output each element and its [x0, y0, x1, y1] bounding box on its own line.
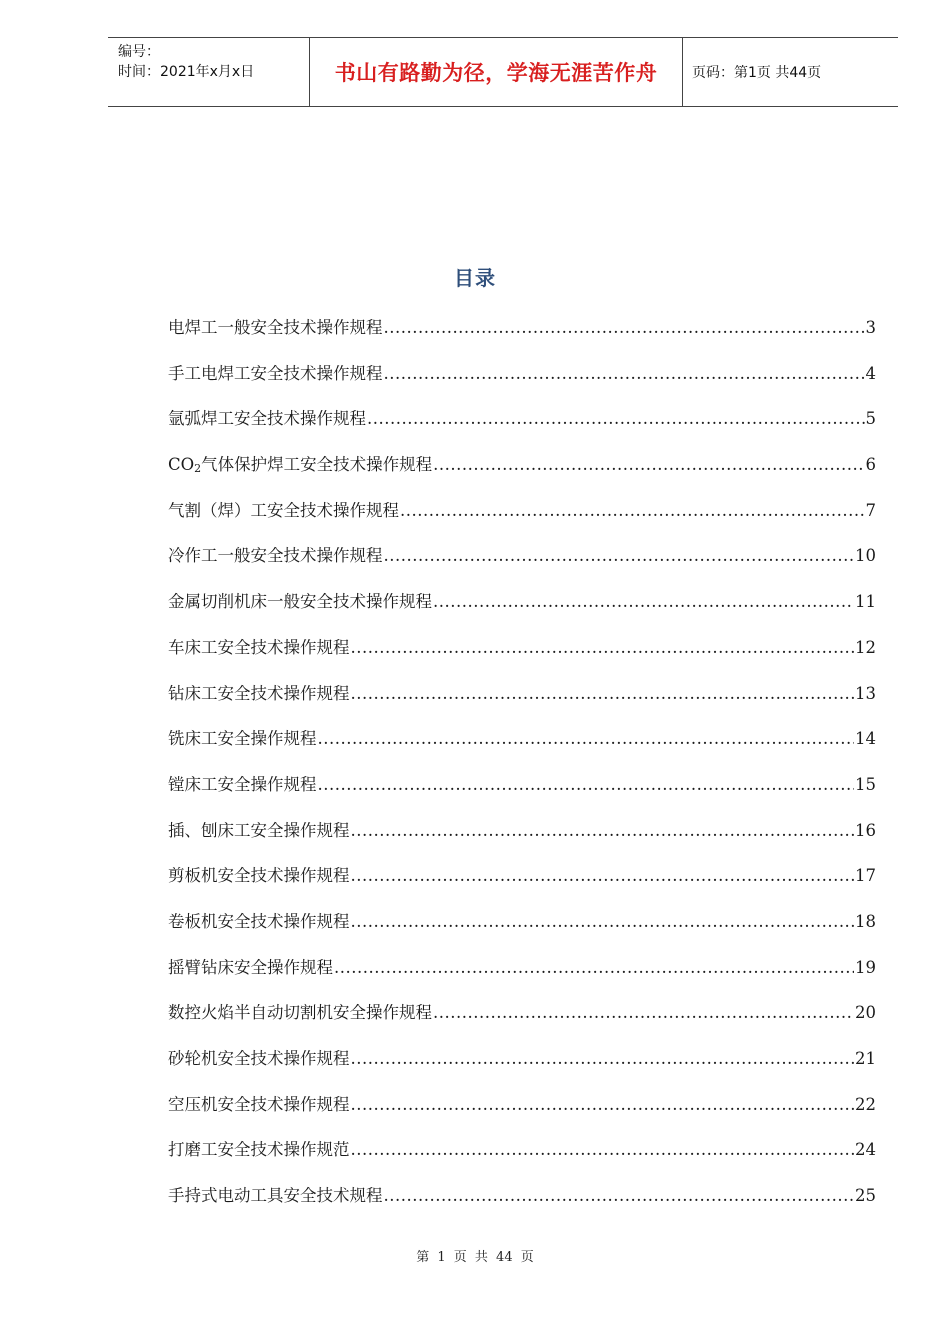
toc-entry-page: 17 [855, 866, 876, 886]
toc-entry-label: 卷板机安全技术操作规程 [168, 911, 350, 931]
header-motto: 书山有路勤为径，学海无涯苦作舟 [309, 38, 683, 106]
toc-entry-label: 手持式电动工具安全技术规程 [168, 1186, 383, 1206]
toc-entry-label: 气割（焊）工安全技术操作规程 [168, 500, 399, 520]
toc-entry[interactable] [168, 817, 876, 863]
toc-dot-leader [400, 501, 865, 520]
toc-dot-leader [351, 866, 855, 885]
toc-entry-label: 空压机安全技术操作规程 [168, 1094, 350, 1114]
toc-dot-leader [351, 1049, 855, 1068]
toc-dot-leader [433, 1003, 854, 1022]
toc-entry-page: 4 [865, 363, 876, 383]
toc-entry-page: 6 [865, 455, 876, 475]
toc-dot-leader [351, 912, 855, 931]
toc-entry[interactable] [168, 999, 876, 1045]
toc-entry[interactable] [168, 1136, 876, 1182]
table-of-contents [168, 314, 876, 1228]
toc-entry-label-prefix: CO [168, 455, 195, 475]
toc-entry-label: 铣床工安全操作规程 [168, 729, 317, 749]
toc-dot-leader [384, 318, 865, 337]
toc-entry-page: 13 [855, 683, 876, 703]
toc-entry-label: 数控火焰半自动切割机安全操作规程 [168, 1003, 432, 1023]
toc-entry-page: 22 [855, 1094, 876, 1114]
toc-entry[interactable] [168, 451, 876, 497]
toc-entry[interactable] [168, 954, 876, 1000]
toc-entry[interactable] [168, 680, 876, 726]
toc-dot-leader [433, 592, 854, 611]
toc-entry[interactable] [168, 1091, 876, 1137]
toc-dot-leader [384, 546, 855, 565]
toc-entry-label: 砂轮机安全技术操作规程 [168, 1049, 350, 1068]
toc-dot-leader [384, 364, 865, 383]
toc-entry-label: 插、刨床工安全操作规程 [168, 820, 350, 840]
toc-dot-leader [351, 1140, 855, 1159]
toc-entry[interactable] [168, 908, 876, 954]
toc-entry-page: 12 [855, 637, 876, 657]
toc-entry-page: 20 [855, 1003, 876, 1023]
toc-entry-page: 16 [855, 820, 876, 840]
toc-entry-page: 25 [855, 1186, 876, 1206]
toc-entry-label: 氩弧焊工安全技术操作规程 [168, 409, 366, 429]
toc-entry[interactable] [168, 1182, 876, 1228]
toc-entry-label: 金属切削机床一般安全技术操作规程 [168, 592, 432, 612]
toc-entry-label [168, 451, 432, 475]
toc-entry-label: 车床工安全技术操作规程 [168, 637, 350, 657]
toc-entry[interactable] [168, 497, 876, 543]
toc-entry-page: 5 [865, 409, 876, 429]
toc-entry-page: 24 [855, 1140, 876, 1160]
toc-entry-page: 19 [855, 957, 876, 977]
toc-entry[interactable] [168, 405, 876, 451]
toc-entry-page: 21 [855, 1049, 876, 1068]
toc-entry[interactable] [168, 634, 876, 680]
toc-entry[interactable] [168, 725, 876, 771]
page-footer: 第 1 页 共 44 页 [416, 1250, 534, 1265]
toc-entry[interactable] [168, 542, 876, 588]
document-code-label: 编号： [118, 44, 160, 60]
page-header [108, 37, 898, 107]
document-time: 时间：2021年x月x日 [118, 64, 255, 80]
toc-entry-page: 11 [855, 592, 876, 612]
toc-entry-label: 钻床工安全技术操作规程 [168, 683, 350, 703]
toc-entry-label: 打磨工安全技术操作规范 [168, 1140, 350, 1160]
toc-dot-leader [351, 638, 855, 657]
toc-entry-page: 7 [865, 500, 876, 520]
toc-dot-leader [384, 1186, 855, 1205]
toc-dot-leader [351, 684, 855, 703]
toc-entry[interactable] [168, 314, 876, 360]
header-page-info: 页码：第1页 共44页 [692, 65, 822, 81]
toc-dot-leader [367, 409, 865, 428]
toc-title: 目录 [454, 266, 496, 290]
toc-entry-page: 14 [855, 729, 876, 749]
toc-entry-label-subscript: 2 [194, 462, 202, 476]
toc-dot-leader [318, 729, 855, 748]
toc-dot-leader [351, 1095, 855, 1114]
toc-dot-leader [433, 455, 864, 474]
toc-entry-page: 10 [855, 546, 876, 566]
toc-entry[interactable] [168, 360, 876, 406]
toc-entry-label-rest: 气体保护焊工安全技术操作规程 [201, 455, 433, 475]
header-meta [108, 38, 309, 106]
toc-dot-leader [318, 775, 855, 794]
toc-entry-page: 18 [855, 911, 876, 931]
toc-entry-label: 剪板机安全技术操作规程 [168, 866, 350, 886]
toc-entry-label: 摇臂钻床安全操作规程 [168, 957, 333, 977]
toc-entry-label: 镗床工安全操作规程 [168, 774, 317, 794]
toc-entry-page: 3 [865, 318, 876, 337]
toc-dot-leader [334, 958, 854, 977]
toc-entry[interactable] [168, 588, 876, 634]
toc-entry[interactable] [168, 771, 876, 817]
toc-dot-leader [351, 821, 855, 840]
toc-entry[interactable] [168, 862, 876, 908]
toc-entry-label: 手工电焊工安全技术操作规程 [168, 363, 383, 383]
toc-entry-page: 15 [855, 774, 876, 794]
toc-entry-label: 冷作工一般安全技术操作规程 [168, 546, 383, 566]
toc-entry-label: 电焊工一般安全技术操作规程 [168, 318, 383, 337]
toc-entry[interactable] [168, 1045, 876, 1091]
